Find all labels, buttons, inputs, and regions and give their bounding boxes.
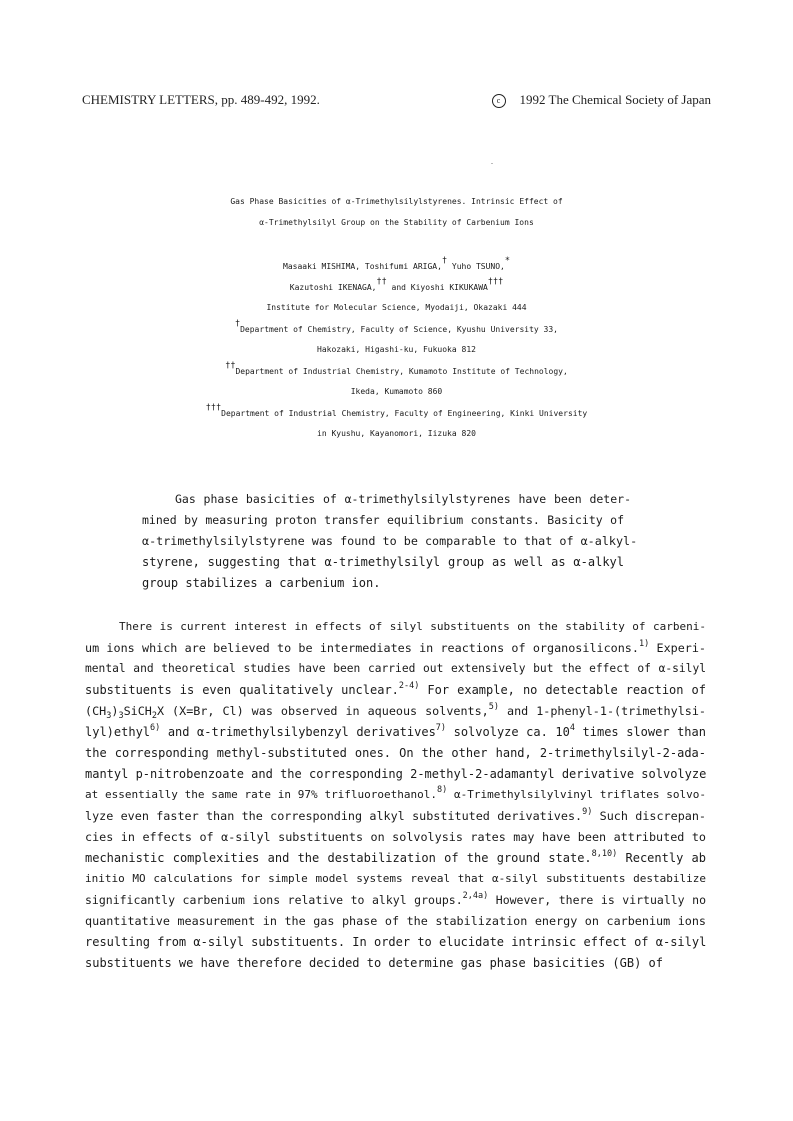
abstract-line-1: Gas phase basicities of α-trimethylsilylstyrenes have been deter- bbox=[175, 492, 631, 506]
body-line-12: mechanistic complexities and the destabilization of the ground state.$^{8,10)}$ Recently ab bbox=[85, 849, 707, 865]
scan-speck bbox=[491, 163, 493, 164]
affiliation-3-line-1: ††Department of Industrial Chemistry, Kumamoto Institute of Technology, bbox=[225, 361, 568, 376]
copyright-text: 1992 The Chemical Society of Japan bbox=[519, 92, 711, 107]
body-line-9: at essentially the same rate in 97% trifluoroethanol.$^{8)}$ α-Trimethylsilylvinyl triflates solvo- bbox=[85, 785, 707, 801]
journal-citation: CHEMISTRY LETTERS, pp. 489-492, 1992. bbox=[82, 92, 320, 107]
affiliation-mark: ††† bbox=[487, 277, 504, 287]
affiliation-3-line-2: Ikeda, Kumamoto 860 bbox=[350, 387, 443, 396]
authors-line-1: Masaaki MISHIMA, Toshifumi ARIGA,† Yuho TSUNO,* bbox=[283, 256, 510, 271]
paper-title-line-1: Gas Phase Basicities of α-Trimethylsilylstyrenes. Intrinsic Effect of bbox=[230, 197, 563, 206]
abstract-line-4: styrene, suggesting that α-trimethylsilyl group as well as α-alkyl bbox=[142, 555, 624, 569]
affiliation-mark: ††† bbox=[205, 403, 222, 413]
reference-mark: 7) bbox=[435, 723, 447, 733]
copyright-icon: c bbox=[492, 94, 506, 108]
affiliation-2-line-2: Hakozaki, Higashi-ku, Fukuoka 812 bbox=[317, 345, 476, 354]
paper-title-line-2: α-Trimethylsilyl Group on the Stability of Carbenium Ions bbox=[259, 218, 534, 227]
affiliation-mark: † bbox=[234, 319, 241, 329]
body-line-6: lyl)ethyl$^{6)}$ and α-trimethylsilybenzyl derivatives$^{7)}$ solvolyze ca. $10^4$ times slower than bbox=[85, 723, 706, 739]
body-line-1: There is current interest in effects of silyl substituents on the stability of carbeni- bbox=[119, 620, 706, 633]
affiliation-mark: †† bbox=[225, 361, 236, 371]
body-line-17: substituents we have therefore decided to determine gas phase basicities (GB) of bbox=[85, 956, 663, 970]
affiliation-1: Institute for Molecular Science, Myodaiji, Okazaki 444 bbox=[266, 303, 527, 312]
body-line-2: um ions which are believed to be intermediates in reactions of organosilicons.$^{1)}$ Experi- bbox=[85, 639, 707, 655]
body-line-14: significantly carbenium ions relative to alkyl groups.$^{2,4a)}$ However, there is virtually no bbox=[85, 891, 706, 907]
affiliation-mark: †† bbox=[376, 277, 387, 287]
abstract-line-3: α-trimethylsilylstyrene was found to be comparable to that of α-alkyl- bbox=[142, 534, 638, 548]
reference-mark: 8) bbox=[437, 785, 448, 795]
abstract-line-2: mined by measuring proton transfer equilibrium constants. Basicity of bbox=[142, 513, 624, 527]
body-line-16: resulting from α-silyl substituents. In order to elucidate intrinsic effect of α-silyl bbox=[85, 935, 707, 949]
body-line-15: quantitative measurement in the gas phase of the stabilization energy on carbenium ions bbox=[85, 914, 706, 928]
abstract-line-5: group stabilizes a carbenium ion. bbox=[142, 576, 381, 590]
reference-mark: 2,4a) bbox=[462, 891, 489, 901]
reference-mark: 9) bbox=[582, 807, 593, 817]
body-line-11: cies in effects of α-silyl substituents on solvolysis rates may have been attributed to bbox=[85, 830, 706, 844]
affiliation-4-line-1: †††Department of Industrial Chemistry, Faculty of Engineering, Kinki University bbox=[205, 403, 588, 418]
authors-line-2: Kazutoshi IKENAGA,†† and Kiyoshi KIKUKAWA††† bbox=[289, 277, 504, 292]
exponent: 4 bbox=[569, 723, 575, 733]
running-header bbox=[82, 92, 711, 110]
body-line-5: $(CH_3)_3SiCH_2X$ (X=Br, Cl) was observed in aqueous solvents,$^{5)}$ and 1-phenyl-1-(trimethylsi- bbox=[85, 702, 706, 721]
body-line-8: mantyl p-nitrobenzoate and the corresponding 2-methyl-2-adamantyl derivative solvolyze bbox=[85, 767, 707, 781]
affiliation-4-line-2: in Kyushu, Kayanomori, Iizuka 820 bbox=[317, 429, 476, 438]
copyright-notice bbox=[492, 92, 711, 108]
corresponding-author-mark: * bbox=[504, 256, 510, 266]
body-line-4: substituents is even qualitatively unclear.$^{2-4)}$ For example, no detectable reaction of bbox=[85, 681, 706, 697]
reference-mark: 6) bbox=[150, 723, 161, 733]
reference-mark: 1) bbox=[638, 639, 650, 649]
reference-mark: 5) bbox=[488, 702, 500, 712]
body-line-7: the corresponding methyl-substituted ones. On the other hand, 2-trimethylsilyl-2-ada- bbox=[85, 746, 706, 760]
body-line-10: lyze even faster than the corresponding alkyl substituted derivatives.$^{9)}$ Such discrepan- bbox=[85, 807, 707, 823]
reference-mark: 8,10) bbox=[591, 849, 618, 859]
body-line-13: initio MO calculations for simple model systems reveal that α-silyl substituents destabilize bbox=[85, 872, 706, 885]
reference-mark: 2-4) bbox=[398, 681, 420, 691]
body-line-3: mental and theoretical studies have been carried out extensively but the effect of α-silyl bbox=[85, 662, 706, 675]
affiliation-mark: † bbox=[441, 256, 448, 266]
affiliation-2-line-1: †Department of Chemistry, Faculty of Science, Kyushu University 33, bbox=[234, 319, 558, 334]
